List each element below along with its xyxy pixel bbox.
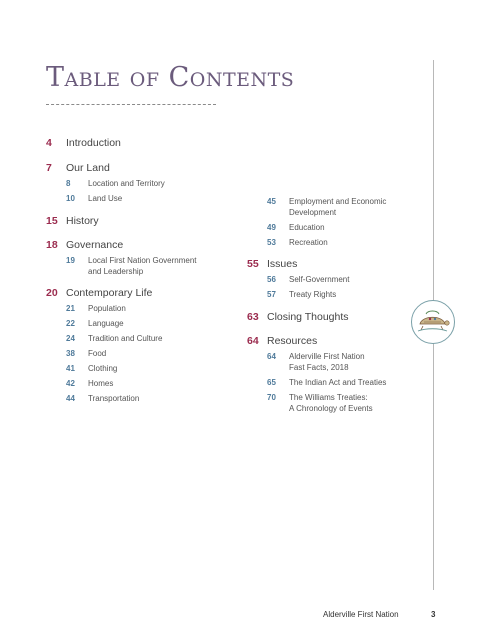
toc-subentry[interactable] [46, 318, 197, 329]
toc-entry[interactable] [247, 335, 386, 348]
turtle-emblem-icon [411, 300, 455, 344]
toc-page-number: 18 [46, 239, 58, 251]
toc-entry[interactable] [46, 137, 197, 150]
toc-entry-label: Self-Government [289, 275, 350, 284]
toc-entry-label: Introduction [66, 137, 121, 149]
toc-entry-label: Education [289, 223, 325, 232]
toc-entry-label: Alderville First Nation Fast Facts, 2018 [289, 352, 365, 372]
toc-entry-label: Language [88, 319, 124, 328]
toc-entry-label: Transportation [88, 394, 140, 403]
toc-page-number: 15 [46, 215, 58, 227]
toc-entry-label: Population [88, 304, 126, 313]
toc-page-number: 22 [66, 319, 75, 328]
toc-entry-label: Land Use [88, 194, 123, 203]
toc-subentry[interactable] [247, 196, 386, 218]
toc-page-number: 56 [267, 275, 276, 284]
toc-entry-label: Treaty Rights [289, 290, 337, 299]
toc-entry-label: Homes [88, 379, 114, 388]
toc-entry-label: Governance [66, 239, 124, 251]
toc-entry-label: Closing Thoughts [267, 311, 349, 323]
toc-subentry[interactable] [247, 274, 386, 285]
toc-subentry[interactable] [46, 333, 197, 344]
toc-page-number: 19 [66, 256, 75, 265]
toc-page-number: 21 [66, 304, 75, 313]
toc-right-column [247, 196, 386, 414]
toc-entry-label: Local First Nation Government and Leadership [88, 256, 197, 276]
toc-entry[interactable] [247, 258, 386, 271]
toc-left-column [46, 137, 197, 404]
toc-page-number: 63 [247, 311, 259, 323]
toc-entry-label: History [66, 215, 99, 227]
toc-subentry[interactable] [247, 289, 386, 300]
toc-page-number: 24 [66, 334, 75, 343]
toc-page-number: 20 [46, 287, 58, 299]
toc-entry[interactable] [46, 287, 197, 300]
toc-page-number: 53 [267, 238, 276, 247]
toc-entry-label: Resources [267, 335, 318, 347]
toc-entry[interactable] [46, 215, 197, 228]
toc-page-number: 45 [267, 197, 276, 206]
toc-subentry[interactable] [46, 193, 197, 204]
toc-page-number: 49 [267, 223, 276, 232]
title-divider [46, 104, 216, 105]
toc-page-number: 8 [66, 179, 71, 188]
toc-entry-label: Clothing [88, 364, 118, 373]
footer-publication-name: Alderville First Nation [323, 610, 399, 619]
toc-entry[interactable] [46, 162, 197, 175]
toc-entry-label: Recreation [289, 238, 328, 247]
toc-subentry[interactable] [46, 363, 197, 374]
toc-page-number: 42 [66, 379, 75, 388]
toc-entry[interactable] [247, 311, 386, 324]
emblem-drawing [412, 301, 453, 342]
toc-subentry[interactable] [46, 255, 197, 277]
toc-page-number: 65 [267, 378, 276, 387]
toc-page-number: 64 [247, 335, 259, 347]
toc-page-number: 7 [46, 162, 52, 174]
toc-entry-label: Issues [267, 258, 298, 270]
toc-page-number: 57 [267, 290, 276, 299]
toc-subentry[interactable] [46, 378, 197, 389]
toc-entry-label: Location and Territory [88, 179, 165, 188]
toc-page-number: 44 [66, 394, 75, 403]
toc-subentry[interactable] [247, 222, 386, 233]
toc-subentry[interactable] [46, 303, 197, 314]
toc-entry[interactable] [46, 239, 197, 252]
footer-page-number: 3 [431, 610, 436, 619]
page-title: Table of Contents [46, 62, 295, 93]
toc-subentry[interactable] [247, 392, 386, 414]
toc-entry-label: Our Land [66, 162, 110, 174]
toc-subentry[interactable] [247, 237, 386, 248]
toc-entry-label: Food [88, 349, 107, 358]
toc-subentry[interactable] [46, 178, 197, 189]
toc-entry-label: Contemporary Life [66, 287, 153, 299]
toc-entry-label: Tradition and Culture [88, 334, 163, 343]
toc-page-number: 70 [267, 393, 276, 402]
toc-page-number: 4 [46, 137, 52, 149]
toc-subentry[interactable] [247, 377, 386, 388]
toc-page-number: 64 [267, 352, 276, 361]
toc-subentry[interactable] [247, 351, 386, 373]
toc-subentry[interactable] [46, 348, 197, 359]
toc-page-number: 55 [247, 258, 259, 270]
toc-subentry[interactable] [46, 393, 197, 404]
toc-page-number: 38 [66, 349, 75, 358]
toc-entry-label: The Indian Act and Treaties [289, 378, 387, 387]
toc-page-number: 41 [66, 364, 75, 373]
toc-entry-label: Employment and Economic Development [289, 197, 387, 217]
toc-entry-label: The Williams Treaties: A Chronology of Events [289, 393, 373, 413]
toc-page-number: 10 [66, 194, 75, 203]
